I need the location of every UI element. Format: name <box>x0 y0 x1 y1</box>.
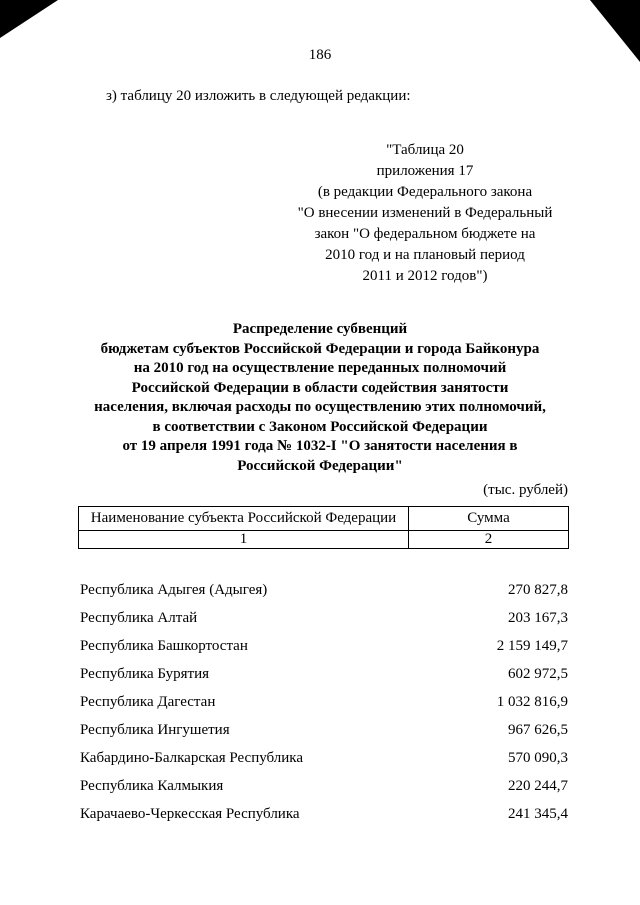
table-row <box>80 632 568 660</box>
table-row <box>80 716 568 744</box>
amendment-intro: з) таблицу 20 изложить в следующей редакции: <box>106 88 411 104</box>
region-name: Республика Бурятия <box>80 665 210 682</box>
region-sum: 967 626,5 <box>508 721 568 738</box>
region-name: Республика Калмыкия <box>80 777 224 794</box>
table-column-number-2: 2 <box>409 531 569 549</box>
table-row <box>80 660 568 688</box>
table-header-sum: Сумма <box>409 507 569 531</box>
subvention-table-header <box>78 506 569 549</box>
annotation-line: 2010 год и на плановый период <box>325 247 525 263</box>
table-row <box>80 576 568 604</box>
annotation-line: приложения 17 <box>376 163 474 179</box>
table-annotation <box>258 140 592 287</box>
region-name: Карачаево-Черкесская Республика <box>80 805 300 822</box>
title-line: Распределение субвенций <box>232 321 408 337</box>
document-title <box>55 320 585 476</box>
title-line: на 2010 год на осуществление переданных полномочий <box>133 360 507 376</box>
region-name: Республика Башкортостан <box>80 637 248 654</box>
region-name: Республика Адыгея (Адыгея) <box>80 581 268 598</box>
table-row <box>80 772 568 800</box>
table-column-number-1: 1 <box>79 531 409 549</box>
title-line: в соответствии с Законом Российской Федерации <box>152 418 488 435</box>
title-line: от 19 апреля 1991 года № 1032-I "О занятости населения в <box>122 438 518 454</box>
title-line: Российской Федерации в области содействия занятости <box>131 379 509 396</box>
region-name: Республика Ингушетия <box>80 721 230 738</box>
annotation-line: "О внесении изменений в Федеральный <box>297 205 553 221</box>
table-body <box>80 576 568 828</box>
region-name: Кабардино-Балкарская Республика <box>80 749 304 766</box>
scan-artifact-top-left-icon <box>0 0 58 38</box>
region-name: Республика Дагестан <box>80 693 216 710</box>
region-name: Республика Алтай <box>80 609 198 626</box>
table-row <box>80 744 568 772</box>
annotation-line: "Таблица 20 <box>386 142 464 158</box>
region-sum: 602 972,5 <box>508 665 568 682</box>
region-sum: 270 827,8 <box>508 581 568 598</box>
region-sum: 2 159 149,7 <box>496 637 568 654</box>
region-sum: 570 090,3 <box>508 749 568 766</box>
table-row <box>80 604 568 632</box>
annotation-line: (в редакции Федерального закона <box>317 184 533 200</box>
region-sum: 1 032 816,9 <box>496 693 568 710</box>
units-label: (тыс. рублей) <box>483 482 568 498</box>
table-row <box>80 688 568 716</box>
page-number: 186 <box>308 47 332 63</box>
region-sum: 220 244,7 <box>508 777 568 794</box>
table-row <box>80 800 568 828</box>
annotation-line: 2011 и 2012 годов") <box>362 268 488 284</box>
annotation-line: закон "О федеральном бюджете на <box>314 226 536 242</box>
region-sum: 203 167,3 <box>508 609 568 626</box>
region-sum: 241 345,4 <box>508 805 568 822</box>
title-line: бюджетам субъектов Российской Федерации и города Байконура <box>100 340 540 357</box>
table-header-region: Наименование субъекта Российской Федерации <box>79 507 409 531</box>
title-line: населения, включая расходы по осуществлению этих полномочий, <box>94 399 546 415</box>
title-line: Российской Федерации" <box>237 457 403 474</box>
